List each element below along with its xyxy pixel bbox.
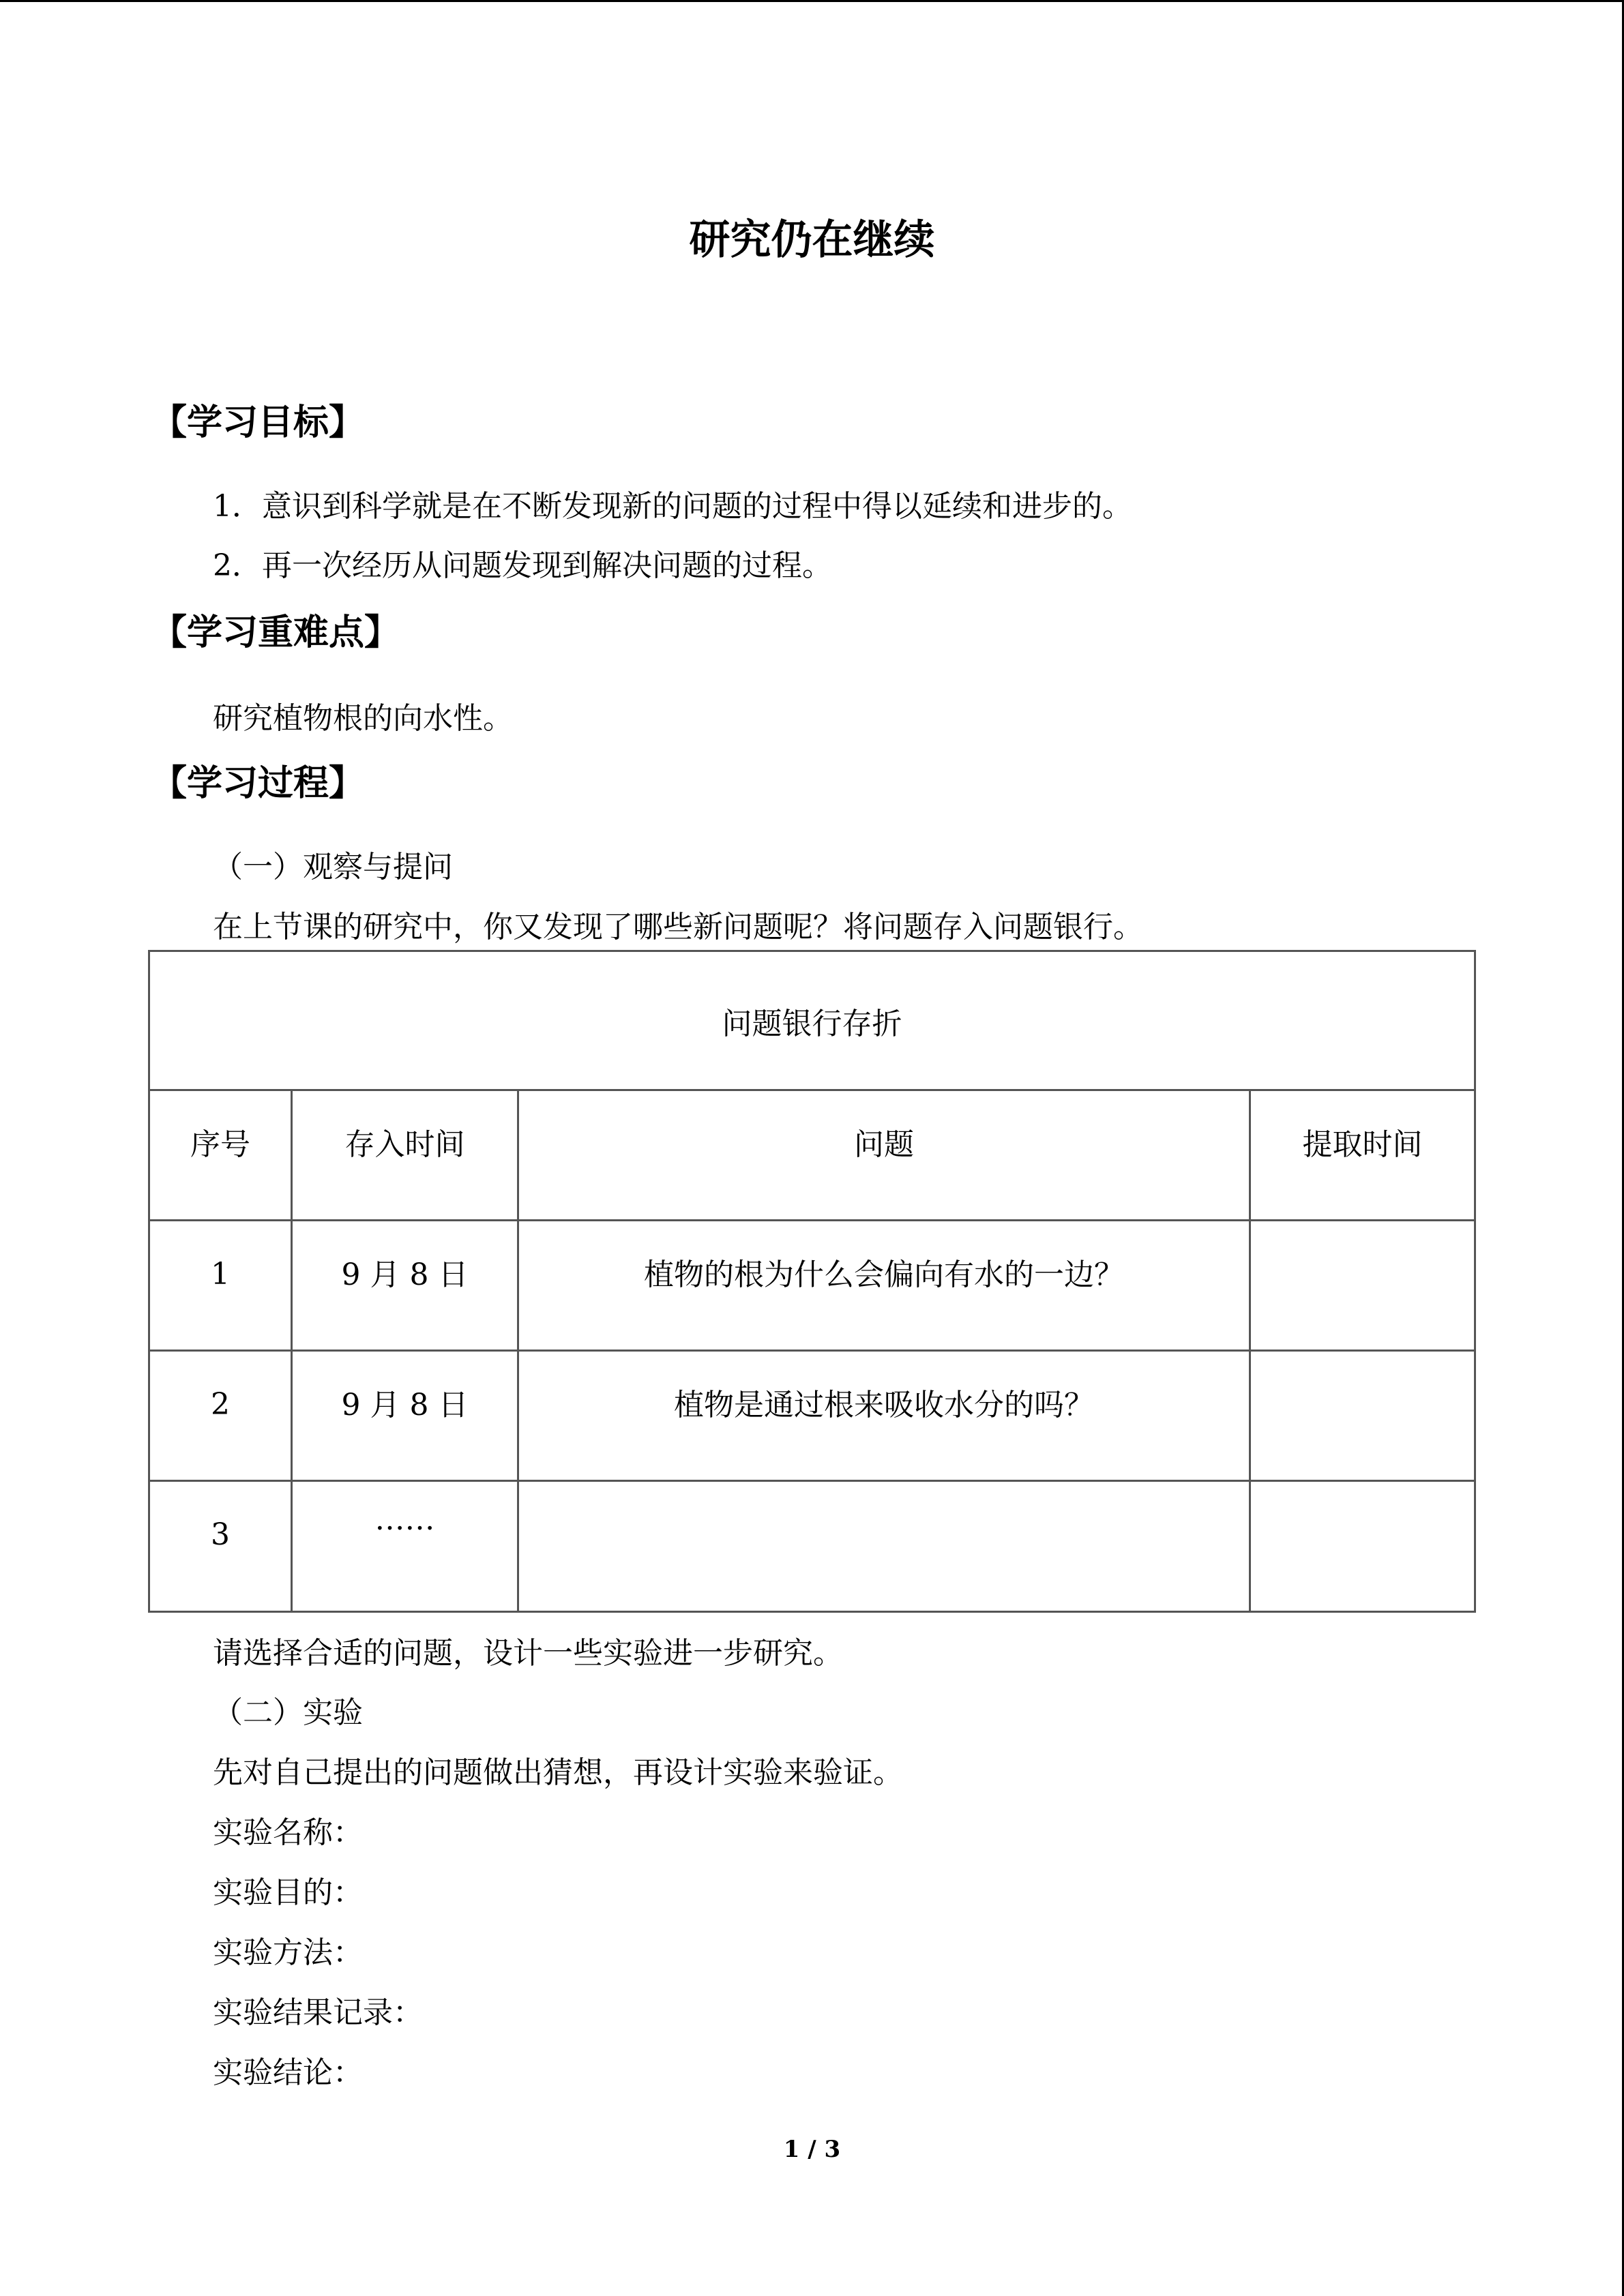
heading-goals: 【学习目标】 [151, 402, 365, 443]
cell-deposit-time: 9 月 8 日 [293, 1221, 519, 1350]
page-border-top [0, 0, 1624, 2]
part2-text: 先对自己提出的问题做出猜想，再设计实验来验证。 [213, 1755, 903, 1790]
table-title: 问题银行存折 [150, 952, 1474, 1091]
goal-item-2: 2．再一次经历从问题发现到解决问题的过程。 [213, 548, 832, 583]
experiment-result-field: 实验结果记录： [213, 1995, 423, 2030]
part1-text: 在上节课的研究中，你又发现了哪些新问题呢？将问题存入问题银行。 [213, 910, 1143, 944]
cell-deposit-time: …… [293, 1482, 519, 1611]
cell-question: 植物的根为什么会偏向有水的一边？ [519, 1221, 1251, 1350]
part1-title: （一）观察与提问 [213, 850, 453, 884]
table-header-row [150, 1091, 1474, 1221]
header-index: 序号 [150, 1091, 293, 1219]
experiment-conclusion-field: 实验结论： [213, 2055, 363, 2090]
cell-withdraw-time [1251, 1482, 1474, 1611]
experiment-method-field: 实验方法： [213, 1935, 363, 1970]
goal-item-1: 1．意识到科学就是在不断发现新的问题的过程中得以延续和进步的。 [213, 489, 1132, 524]
heading-process: 【学习过程】 [151, 763, 365, 804]
table-row [150, 1221, 1474, 1352]
cell-question [519, 1482, 1251, 1611]
question-bank-table [148, 950, 1476, 1613]
header-question: 问题 [519, 1091, 1251, 1219]
cell-withdraw-time [1251, 1352, 1474, 1480]
experiment-name-field: 实验名称： [213, 1815, 363, 1850]
document-title: 研究仍在继续 [689, 216, 935, 264]
table-row [150, 1482, 1474, 1611]
key-points-text: 研究植物根的向水性。 [213, 701, 513, 736]
header-deposit-time: 存入时间 [293, 1091, 519, 1219]
part2-title: （二）实验 [213, 1695, 363, 1730]
cell-deposit-time: 9 月 8 日 [293, 1352, 519, 1480]
cell-index: 2 [150, 1352, 293, 1480]
page-number: 1 / 3 [783, 2136, 841, 2163]
cell-index: 3 [150, 1482, 293, 1611]
experiment-purpose-field: 实验目的： [213, 1875, 363, 1910]
cell-question: 植物是通过根来吸收水分的吗？ [519, 1352, 1251, 1480]
header-withdraw-time: 提取时间 [1302, 1127, 1423, 1162]
cell-withdraw-time [1251, 1221, 1474, 1350]
after-table-text: 请选择合适的问题，设计一些实验进一步研究。 [213, 1636, 843, 1671]
cell-index: 1 [150, 1221, 293, 1350]
table-row [150, 1352, 1474, 1482]
heading-key-points: 【学习重难点】 [151, 612, 400, 653]
